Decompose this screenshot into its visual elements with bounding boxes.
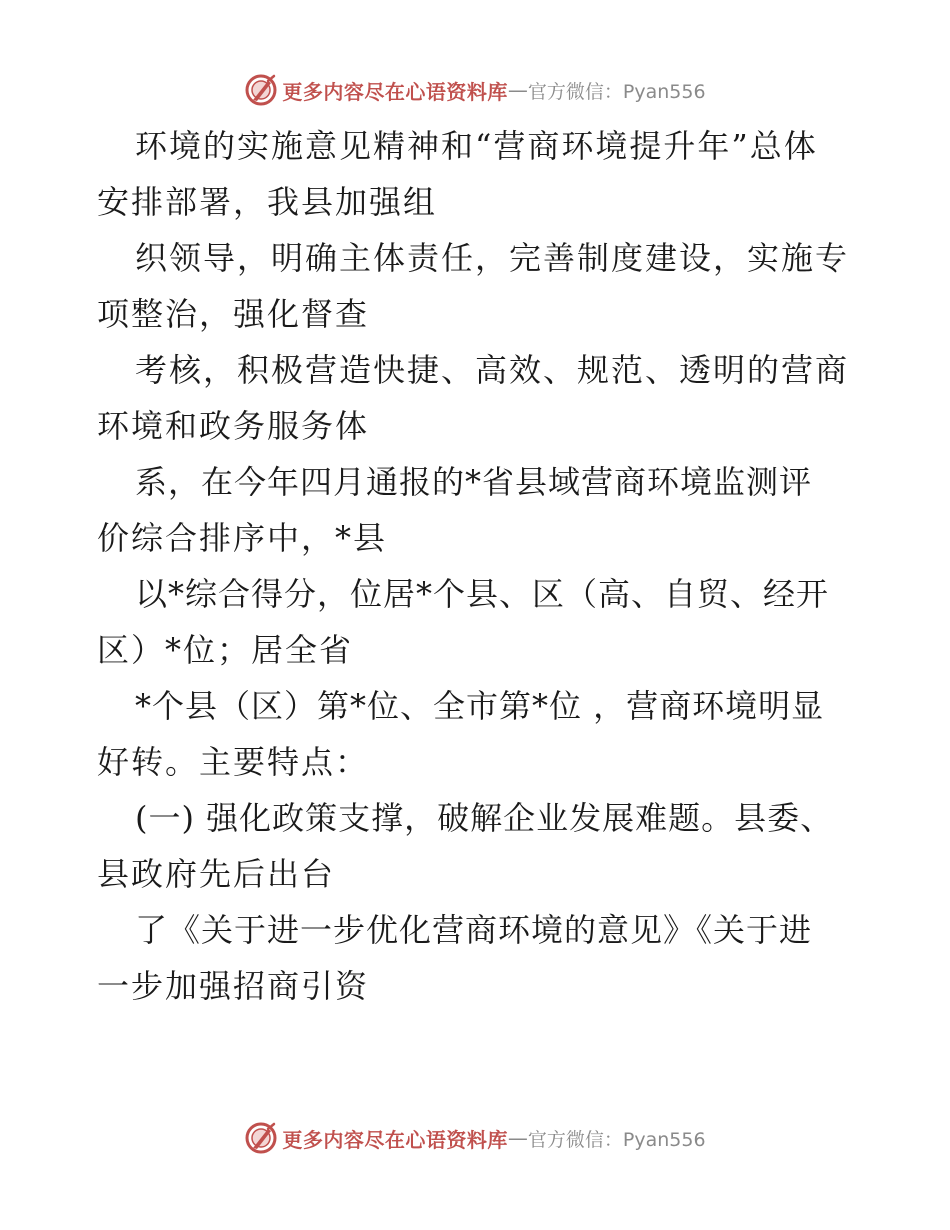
body-line: 好转。主要特点： (97, 743, 370, 781)
body-line: 环境和政务服务体 (97, 407, 370, 445)
body-line: 了《关于进一步优化营商环境的意见》《关于进 (135, 911, 813, 949)
body-line: 价综合排序中，*县 (97, 519, 388, 557)
document-body (97, 118, 857, 1014)
banner-main-text: 更多内容尽在心语资料库 (282, 79, 508, 104)
body-line: 以*综合得分，位居*个县、区（高、自贸、经开 (135, 575, 830, 613)
body-line: 一步加强招商引资 (97, 967, 370, 1005)
banner-wechat-text: 官方微信：Pyan556 (527, 1128, 706, 1151)
body-line: *个县（区）第*位、全市第*位 ，营商环境明显 (135, 687, 825, 725)
footer-banner (0, 1118, 950, 1158)
banner-separator: — (507, 1126, 528, 1150)
body-line: 安排部署，我县加强组 (97, 183, 438, 221)
quill-seal-icon (244, 1121, 278, 1155)
body-line: (一) 强化政策支撑，破解企业发展难题。县委、 (135, 799, 834, 837)
body-line: 考核，积极营造快捷、高效、规范、透明的营商 (135, 351, 850, 389)
header-banner (0, 70, 950, 110)
body-line: 织领导，明确主体责任，完善制度建设，实施专 (135, 239, 850, 277)
banner-separator: — (507, 78, 528, 102)
body-line: 环境的实施意见精神和“营商环境提升年”总体 (135, 127, 818, 165)
banner-wechat-text: 官方微信：Pyan556 (527, 80, 706, 103)
body-line: 项整治，强化督查 (97, 295, 370, 333)
body-line: 区）*位；居全省 (97, 631, 354, 669)
quill-seal-icon (244, 73, 278, 107)
banner-main-text: 更多内容尽在心语资料库 (282, 1127, 508, 1152)
body-line: 系，在今年四月通报的*省县域营商环境监测评 (135, 463, 813, 501)
body-line: 县政府先后出台 (97, 855, 336, 893)
